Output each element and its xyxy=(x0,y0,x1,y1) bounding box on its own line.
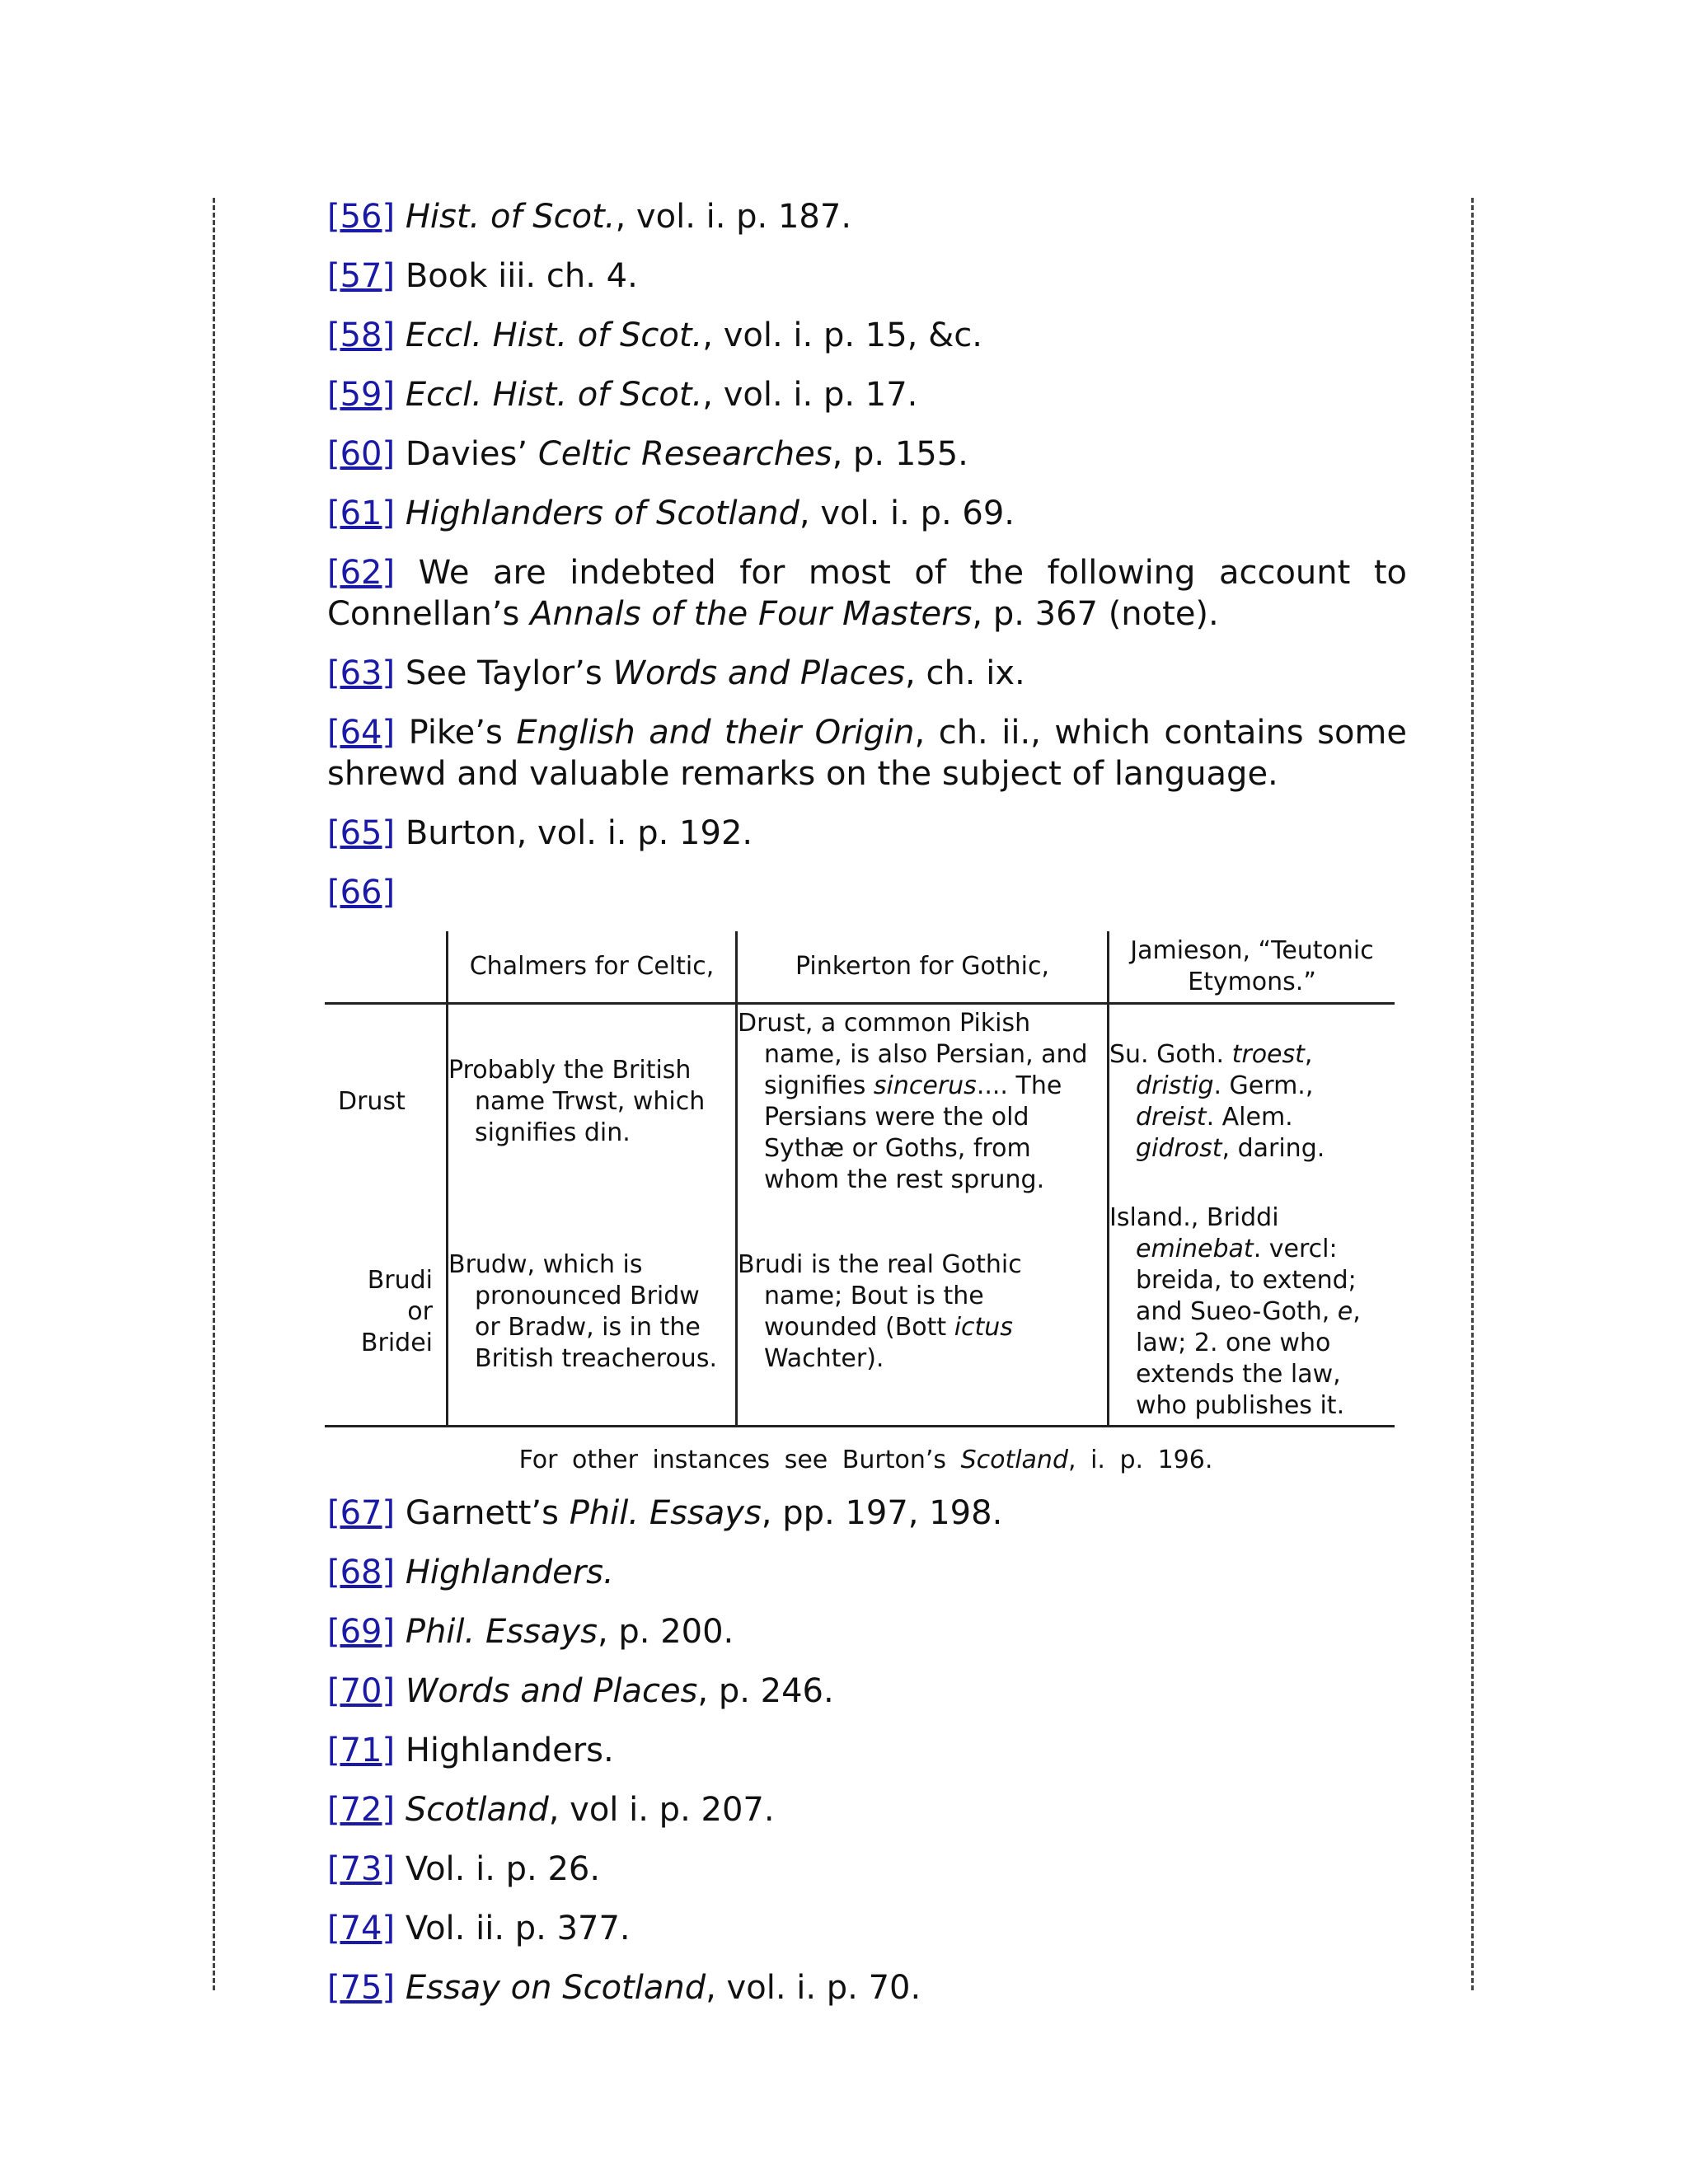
footnote-text: Phil. Essays, p. 200. xyxy=(405,1613,734,1651)
footnote-text: Highlanders of Scotland, vol. i. p. 69. xyxy=(405,494,1015,532)
footnote xyxy=(327,813,1407,854)
footnote xyxy=(327,315,1407,356)
footnote-text: Pike’s English and their Origin, ch. ii., which contains some shrewd and valuable remarks on the subject of language. xyxy=(327,714,1408,793)
footnote xyxy=(327,1789,1407,1830)
footnote xyxy=(327,196,1407,237)
table-cell: Brudw, which is pronounced Bridw or Bradw, is in the British treacherous. xyxy=(448,1199,737,1427)
footnote xyxy=(327,374,1407,415)
footnote-text: Words and Places, p. 246. xyxy=(405,1672,834,1710)
footnote-text: Vol. i. p. 26. xyxy=(405,1850,601,1888)
footnote xyxy=(327,1730,1407,1771)
footnote-backlink[interactable]: [71] xyxy=(327,1732,396,1769)
footnote-backlink[interactable]: [63] xyxy=(327,654,396,692)
footnote xyxy=(327,872,1407,913)
table-cell: Island., Briddi eminebat. vercl: breida, to extend; and Sueo-Goth, e, law; 2. one who extends the law, who publishes it. xyxy=(1109,1199,1395,1427)
footnote-text: Vol. ii. p. 377. xyxy=(405,1910,631,1947)
footnote-backlink[interactable]: [73] xyxy=(327,1850,396,1888)
table-cell: Probably the British name Trwst, which signifies din. xyxy=(448,1004,737,1200)
table-row xyxy=(325,1199,1395,1427)
footnotes-top-list xyxy=(327,196,1407,913)
footnote-text: Book iii. ch. 4. xyxy=(405,257,638,295)
footnote-backlink[interactable]: [56] xyxy=(327,198,396,236)
footnote-backlink[interactable]: [67] xyxy=(327,1494,396,1532)
footnote xyxy=(327,1611,1407,1652)
footnote-backlink[interactable]: [72] xyxy=(327,1791,396,1829)
footnote-backlink[interactable]: [61] xyxy=(327,494,396,532)
footnote-text: Eccl. Hist. of Scot., vol. i. p. 15, &c. xyxy=(405,316,983,354)
table-row xyxy=(325,1004,1395,1200)
footnote-backlink[interactable]: [69] xyxy=(327,1613,396,1651)
footnote-text: See Taylor’s Words and Places, ch. ix. xyxy=(405,654,1025,692)
table-header-cell xyxy=(325,931,448,1004)
footnote xyxy=(327,712,1407,794)
footnote-text: Garnett’s Phil. Essays, pp. 197, 198. xyxy=(405,1494,1003,1532)
footnote-backlink[interactable]: [70] xyxy=(327,1672,396,1710)
footnote-text: Eccl. Hist. of Scot., vol. i. p. 17. xyxy=(405,376,918,414)
footnote-backlink[interactable]: [65] xyxy=(327,814,396,852)
footnote xyxy=(327,1849,1407,1890)
footnote-text: We are indebted for most of the following account to Connellan’s Annals of the Four Masters, p. 367 (note). xyxy=(327,554,1407,633)
table-header-cell: Chalmers for Celtic, xyxy=(448,931,737,1004)
footnote xyxy=(327,1493,1407,1534)
footnote xyxy=(327,552,1407,635)
footnote xyxy=(327,1908,1407,1949)
footnote xyxy=(327,1967,1407,2008)
table-row-label: Brudi or Bridei xyxy=(325,1199,448,1427)
footnote-text: Highlanders. xyxy=(405,1732,614,1769)
footnote xyxy=(327,1671,1407,1712)
table-header-cell: Pinkerton for Gothic, xyxy=(737,931,1109,1004)
footnote-backlink[interactable]: [64] xyxy=(327,714,396,752)
right-margin-rule xyxy=(1471,198,1474,1990)
footnote-text: Hist. of Scot., vol. i. p. 187. xyxy=(405,198,852,236)
footnote-backlink[interactable]: [68] xyxy=(327,1554,396,1591)
table-footnote: For other instances see Burton’s Scotland, i. p. 196. xyxy=(518,1446,1213,1474)
footnote-backlink[interactable]: [62] xyxy=(327,554,396,592)
footnote-text: Scotland, vol i. p. 207. xyxy=(405,1791,775,1829)
footnote-text: Essay on Scotland, vol. i. p. 70. xyxy=(405,1969,921,2007)
table-header-cell: Jamieson, “Teutonic Etymons.” xyxy=(1109,931,1395,1004)
names-comparison-table-wrap xyxy=(325,931,1407,1474)
left-margin-rule xyxy=(213,198,215,1990)
table-header-row xyxy=(325,931,1395,1004)
footnote-backlink[interactable]: [75] xyxy=(327,1969,396,2007)
footnote xyxy=(327,1552,1407,1593)
footnote-text: Highlanders. xyxy=(405,1554,614,1591)
table-cell: Drust, a common Pikish name, is also Persian, and signifies sincerus.... The Persians were the old Sythæ or Goths, from whom the rest sprung. xyxy=(737,1004,1109,1200)
footnote xyxy=(327,434,1407,475)
footnote xyxy=(327,653,1407,694)
footnote-backlink[interactable]: [58] xyxy=(327,316,396,354)
footnote-text: Burton, vol. i. p. 192. xyxy=(405,814,753,852)
footnote-text: Davies’ Celtic Researches, p. 155. xyxy=(405,435,968,473)
footnote-backlink[interactable]: [59] xyxy=(327,376,396,414)
footnote-backlink[interactable]: [60] xyxy=(327,435,396,473)
table-cell: Brudi is the real Gothic name; Bout is the wounded (Bott ictus Wachter). xyxy=(737,1199,1109,1427)
table-row-label: Drust xyxy=(338,1087,406,1116)
table-cell: Su. Goth. troest, dristig. Germ., dreist. Alem. gidrost, daring. xyxy=(1109,1004,1395,1200)
footnotes-page xyxy=(327,196,1407,2027)
footnote-backlink[interactable]: [74] xyxy=(327,1910,396,1947)
footnote xyxy=(327,255,1407,297)
footnote xyxy=(327,493,1407,534)
footnote-backlink[interactable]: [57] xyxy=(327,257,396,295)
footnotes-bottom-list xyxy=(327,1493,1407,2008)
footnote-backlink[interactable]: [66] xyxy=(327,874,396,912)
names-comparison-table xyxy=(325,931,1395,1427)
